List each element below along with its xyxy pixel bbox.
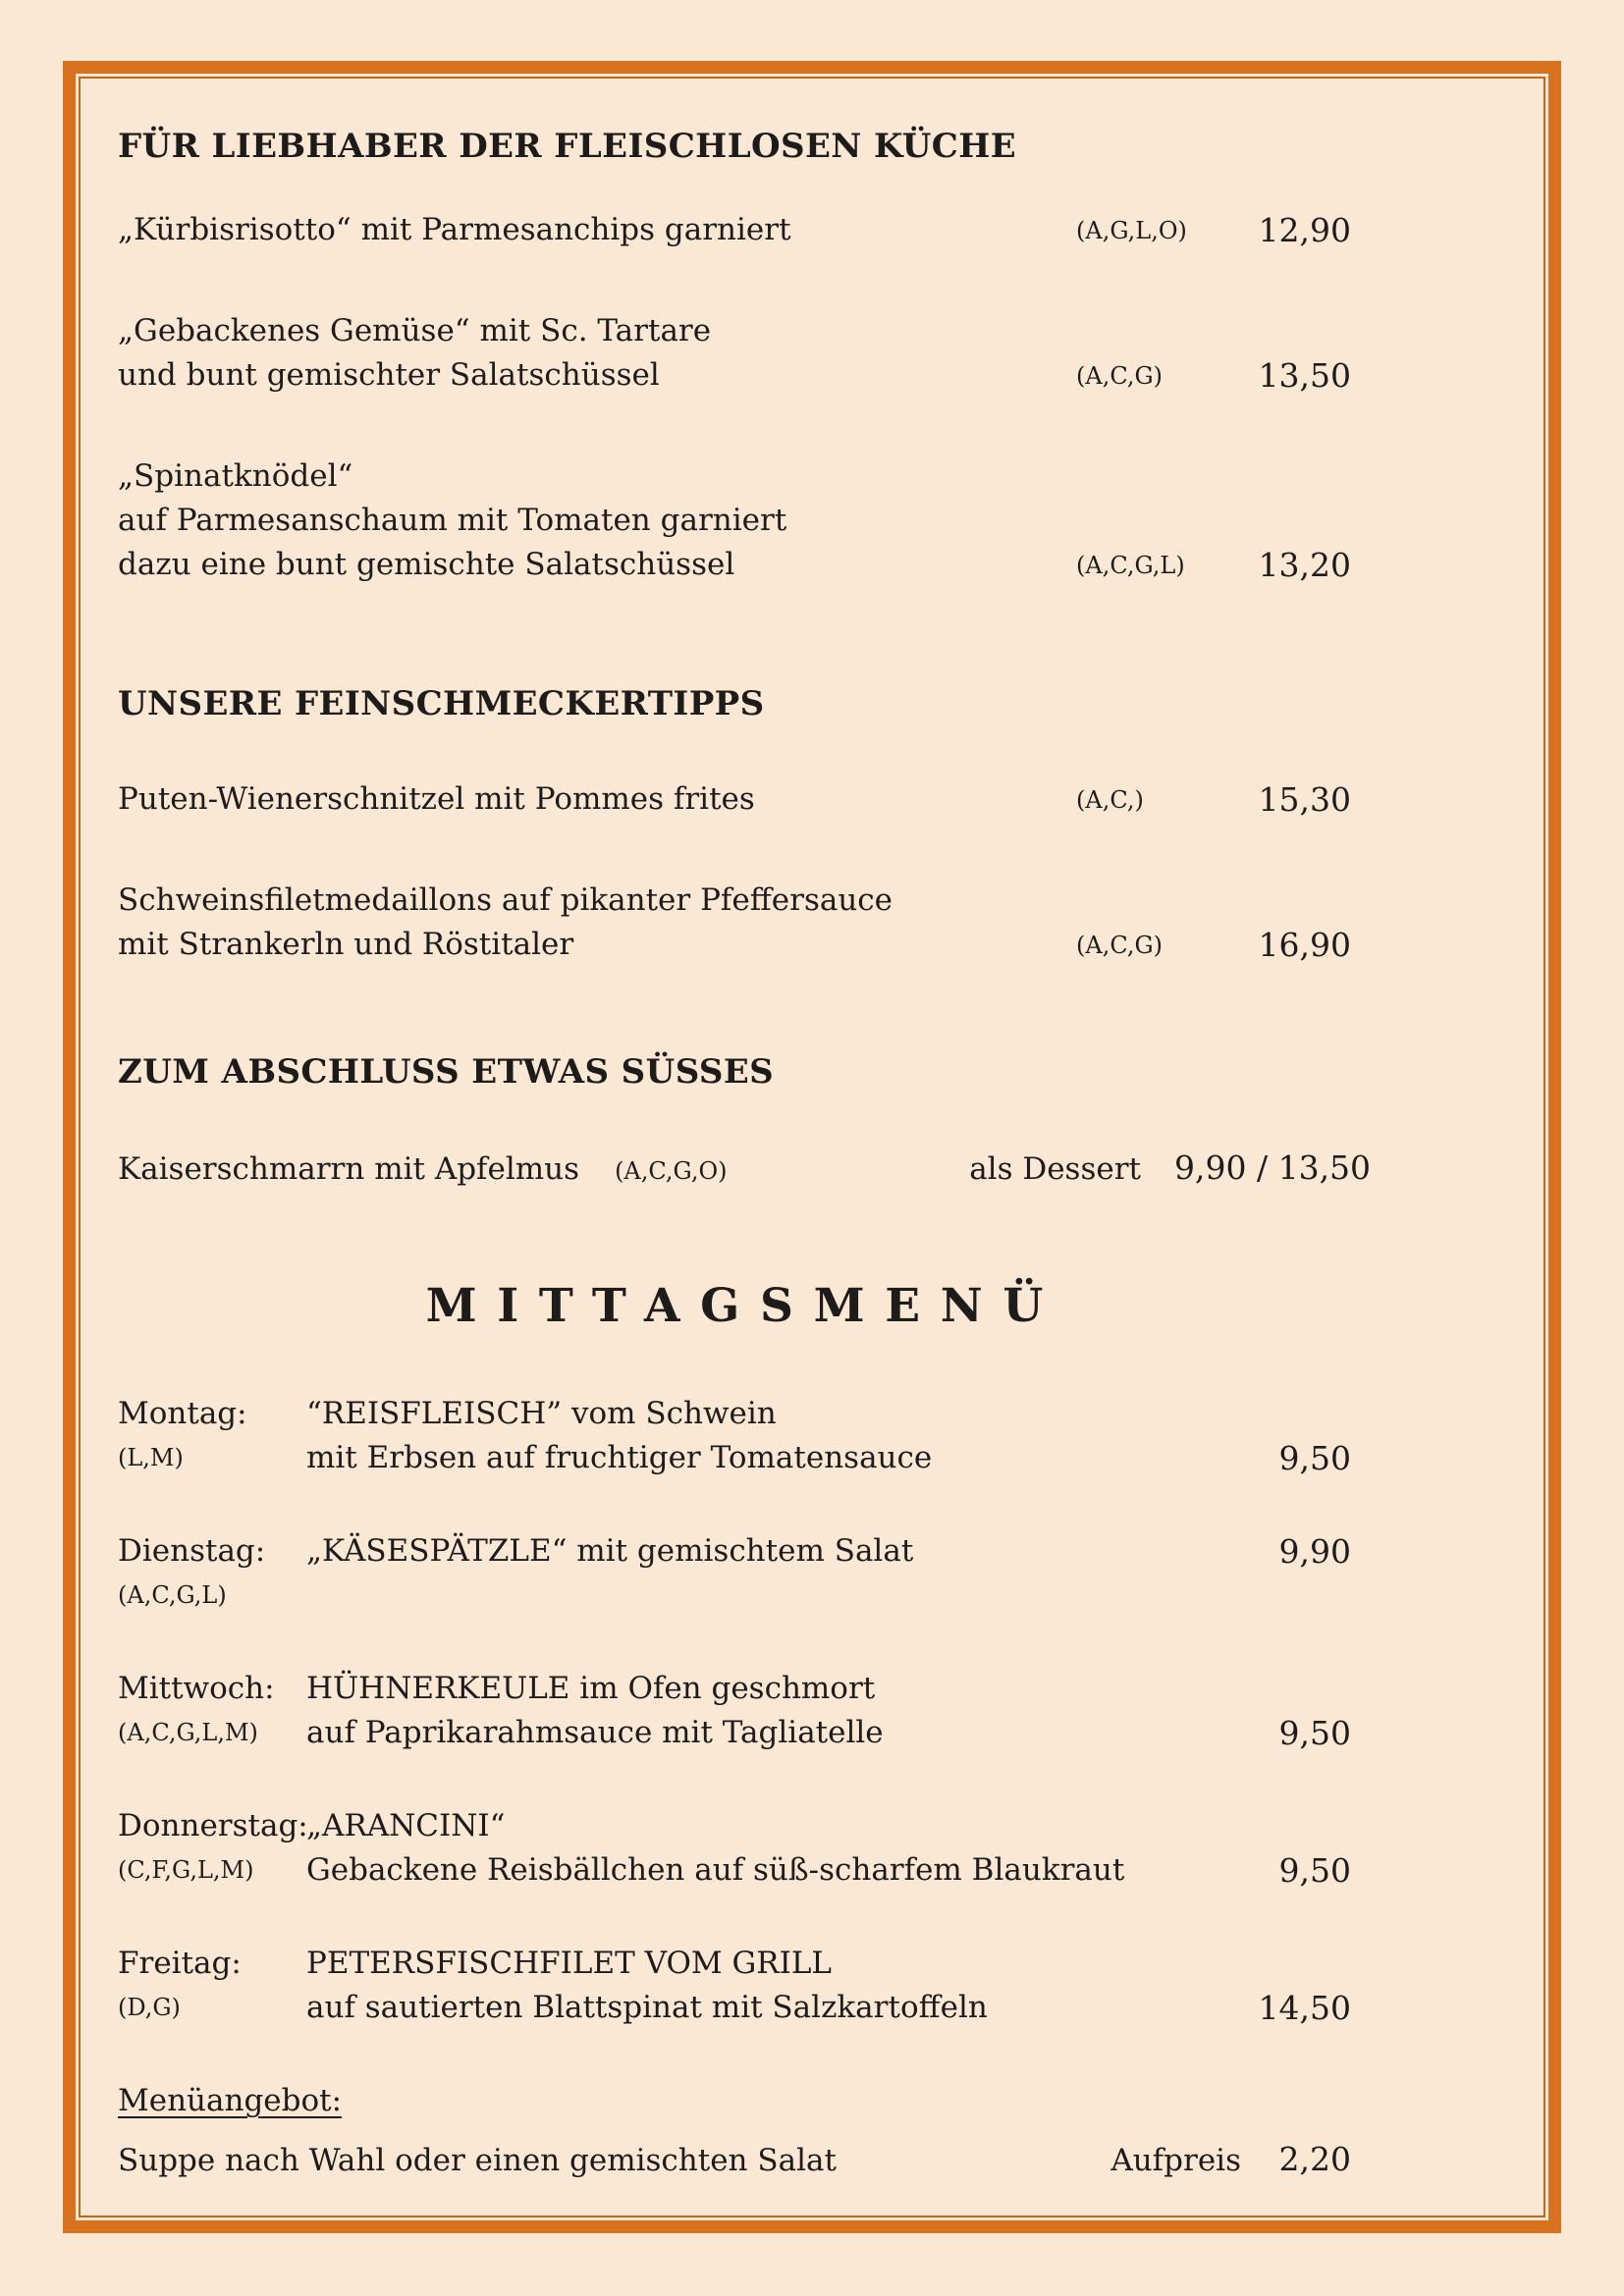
item-name [118,454,1076,587]
allergen-codes: (A,C,G,O) [615,1157,728,1185]
item-name [118,309,1076,398]
item-name [118,777,1076,822]
menu-border-frame [63,61,1561,2233]
menu-content [81,79,1543,2216]
allergen-codes: (D,G) [118,1994,181,2021]
item-price: 9,50 [1278,1439,1351,1477]
offer-row [118,2137,1351,2183]
item-name-line: und bunt gemischter Salatschüssel [118,357,660,393]
section-dessert [118,1049,1372,1194]
allergen-codes: (A,G,L,O) [1076,217,1187,244]
lunch-row-dienstag [118,1529,1351,1618]
allergen-codes: (A,C,G,L) [1076,552,1185,579]
day-label: Mittwoch: [118,1671,275,1706]
offer-label: Menüangebot: [118,2083,343,2118]
day-cell [118,1529,306,1618]
item-price: 9,90 [1278,1532,1351,1571]
day-cell [118,1392,306,1480]
menu-border-inner-line [79,77,1545,2217]
item-name-line: auf Parmesanschaum mit Tomaten garniert [118,503,787,538]
surcharge-price: 2,20 [1278,2140,1351,2178]
day-cell [118,1667,306,1755]
dish-description [306,1804,1229,1893]
item-name-line: „Gebackenes Gemüse“ mit Sc. Tartare [118,313,712,348]
item-name-line: Schweinsfiletmedaillons auf pikanter Pfeffersauce [118,882,893,918]
allergen-codes: (A,C,G,L,M) [118,1719,258,1746]
section-gourmet [118,681,1351,967]
section-heading-gourmet: UNSERE FEINSCHMECKERTIPPS [118,684,765,723]
dessert-note: als Dessert [969,1151,1141,1187]
dish-line: mit Erbsen auf fruchtiger Tomatensauce [306,1440,933,1475]
item-price: 9,50 [1278,1851,1351,1890]
item-name [118,879,1076,967]
dish-line: PETERSFISCHFILET VOM GRILL [306,1946,832,1981]
offer-text: Suppe nach Wahl oder einen gemischten Salat [118,2143,837,2178]
lunch-row-donnerstag [118,1804,1351,1893]
section-heading-dessert: ZUM ABSCHLUSS ETWAS SÜSSES [118,1052,775,1092]
dish-line: „KÄSESPÄTZLE“ mit gemischtem Salat [306,1533,914,1569]
item-price: 9,50 [1278,1714,1351,1752]
surcharge-label: Aufpreis [1110,2143,1241,2178]
item-price: 15,30 [1258,780,1351,819]
menu-item-spinatknoedel [118,454,1351,587]
menu-item-kaiserschmarrn [118,1146,1372,1194]
item-name-line: Puten-Wienerschnitzel mit Pommes frites [118,781,755,817]
item-name-line: „Kürbisrisotto“ mit Parmesanchips garniert [118,212,791,247]
section-lunch-menu [118,1278,1351,2183]
menu-item-schweinsfiletmedaillons [118,879,1351,967]
day-label: Dienstag: [118,1533,266,1569]
menu-item-kuerbisrisotto [118,208,1351,252]
dish-description [306,1667,1229,1755]
item-name-line: mit Strankerln und Röstitaler [118,927,574,962]
allergen-codes: (A,C,G) [1076,932,1163,959]
allergen-codes: (A,C,G) [1076,362,1163,390]
allergen-codes: (A,C,G,L) [118,1581,227,1609]
dish-line: auf sautierten Blattspinat mit Salzkartoffeln [306,1990,988,2025]
day-cell [118,1942,306,2030]
item-price: 12,90 [1258,211,1351,249]
allergen-codes: (A,C,) [1076,786,1144,814]
menu-offer [118,2079,1351,2183]
dish-line: „ARANCINI“ [306,1808,506,1843]
section-vegetarian [118,124,1351,587]
day-label: Freitag: [118,1946,242,1981]
allergen-codes: (L,M) [118,1444,184,1471]
menu-item-puten-wienerschnitzel [118,777,1351,822]
dish-line: Gebackene Reisbällchen auf süß-scharfem Blaukraut [306,1852,1125,1888]
item-name-line: „Spinatknödel“ [118,458,353,494]
lunch-row-freitag [118,1942,1351,2030]
dish-description [306,1942,1229,2030]
day-cell [118,1804,306,1893]
item-price: 13,20 [1258,546,1351,584]
dish-line: HÜHNERKEULE im Ofen geschmort [306,1671,876,1706]
day-label: Donnerstag: [118,1808,308,1843]
lunch-row-mittwoch [118,1667,1351,1755]
lunch-row-montag [118,1392,1351,1480]
item-price: 13,50 [1258,356,1351,395]
day-label: Montag: [118,1396,247,1431]
item-name: Kaiserschmarrn mit Apfelmus [118,1151,580,1187]
dish-description [306,1529,1229,1618]
item-name [118,208,1076,252]
item-name-line: dazu eine bunt gemischte Salatschüssel [118,547,735,582]
dish-description [306,1392,1229,1480]
allergen-codes: (C,F,G,L,M) [118,1856,254,1884]
lunch-menu-title: MITTAGSMENÜ [425,1279,1064,1333]
dish-line: auf Paprikarahmsauce mit Tagliatelle [306,1715,884,1750]
item-price: 9,90 / 13,50 [1174,1148,1372,1187]
item-price: 16,90 [1258,926,1351,964]
item-price: 14,50 [1258,1989,1351,2027]
menu-item-gebackenes-gemuese [118,309,1351,398]
section-heading-vegetarian: FÜR LIEBHABER DER FLEISCHLOSEN KÜCHE [118,127,1017,166]
dish-line: “REISFLEISCH” vom Schwein [306,1396,777,1431]
